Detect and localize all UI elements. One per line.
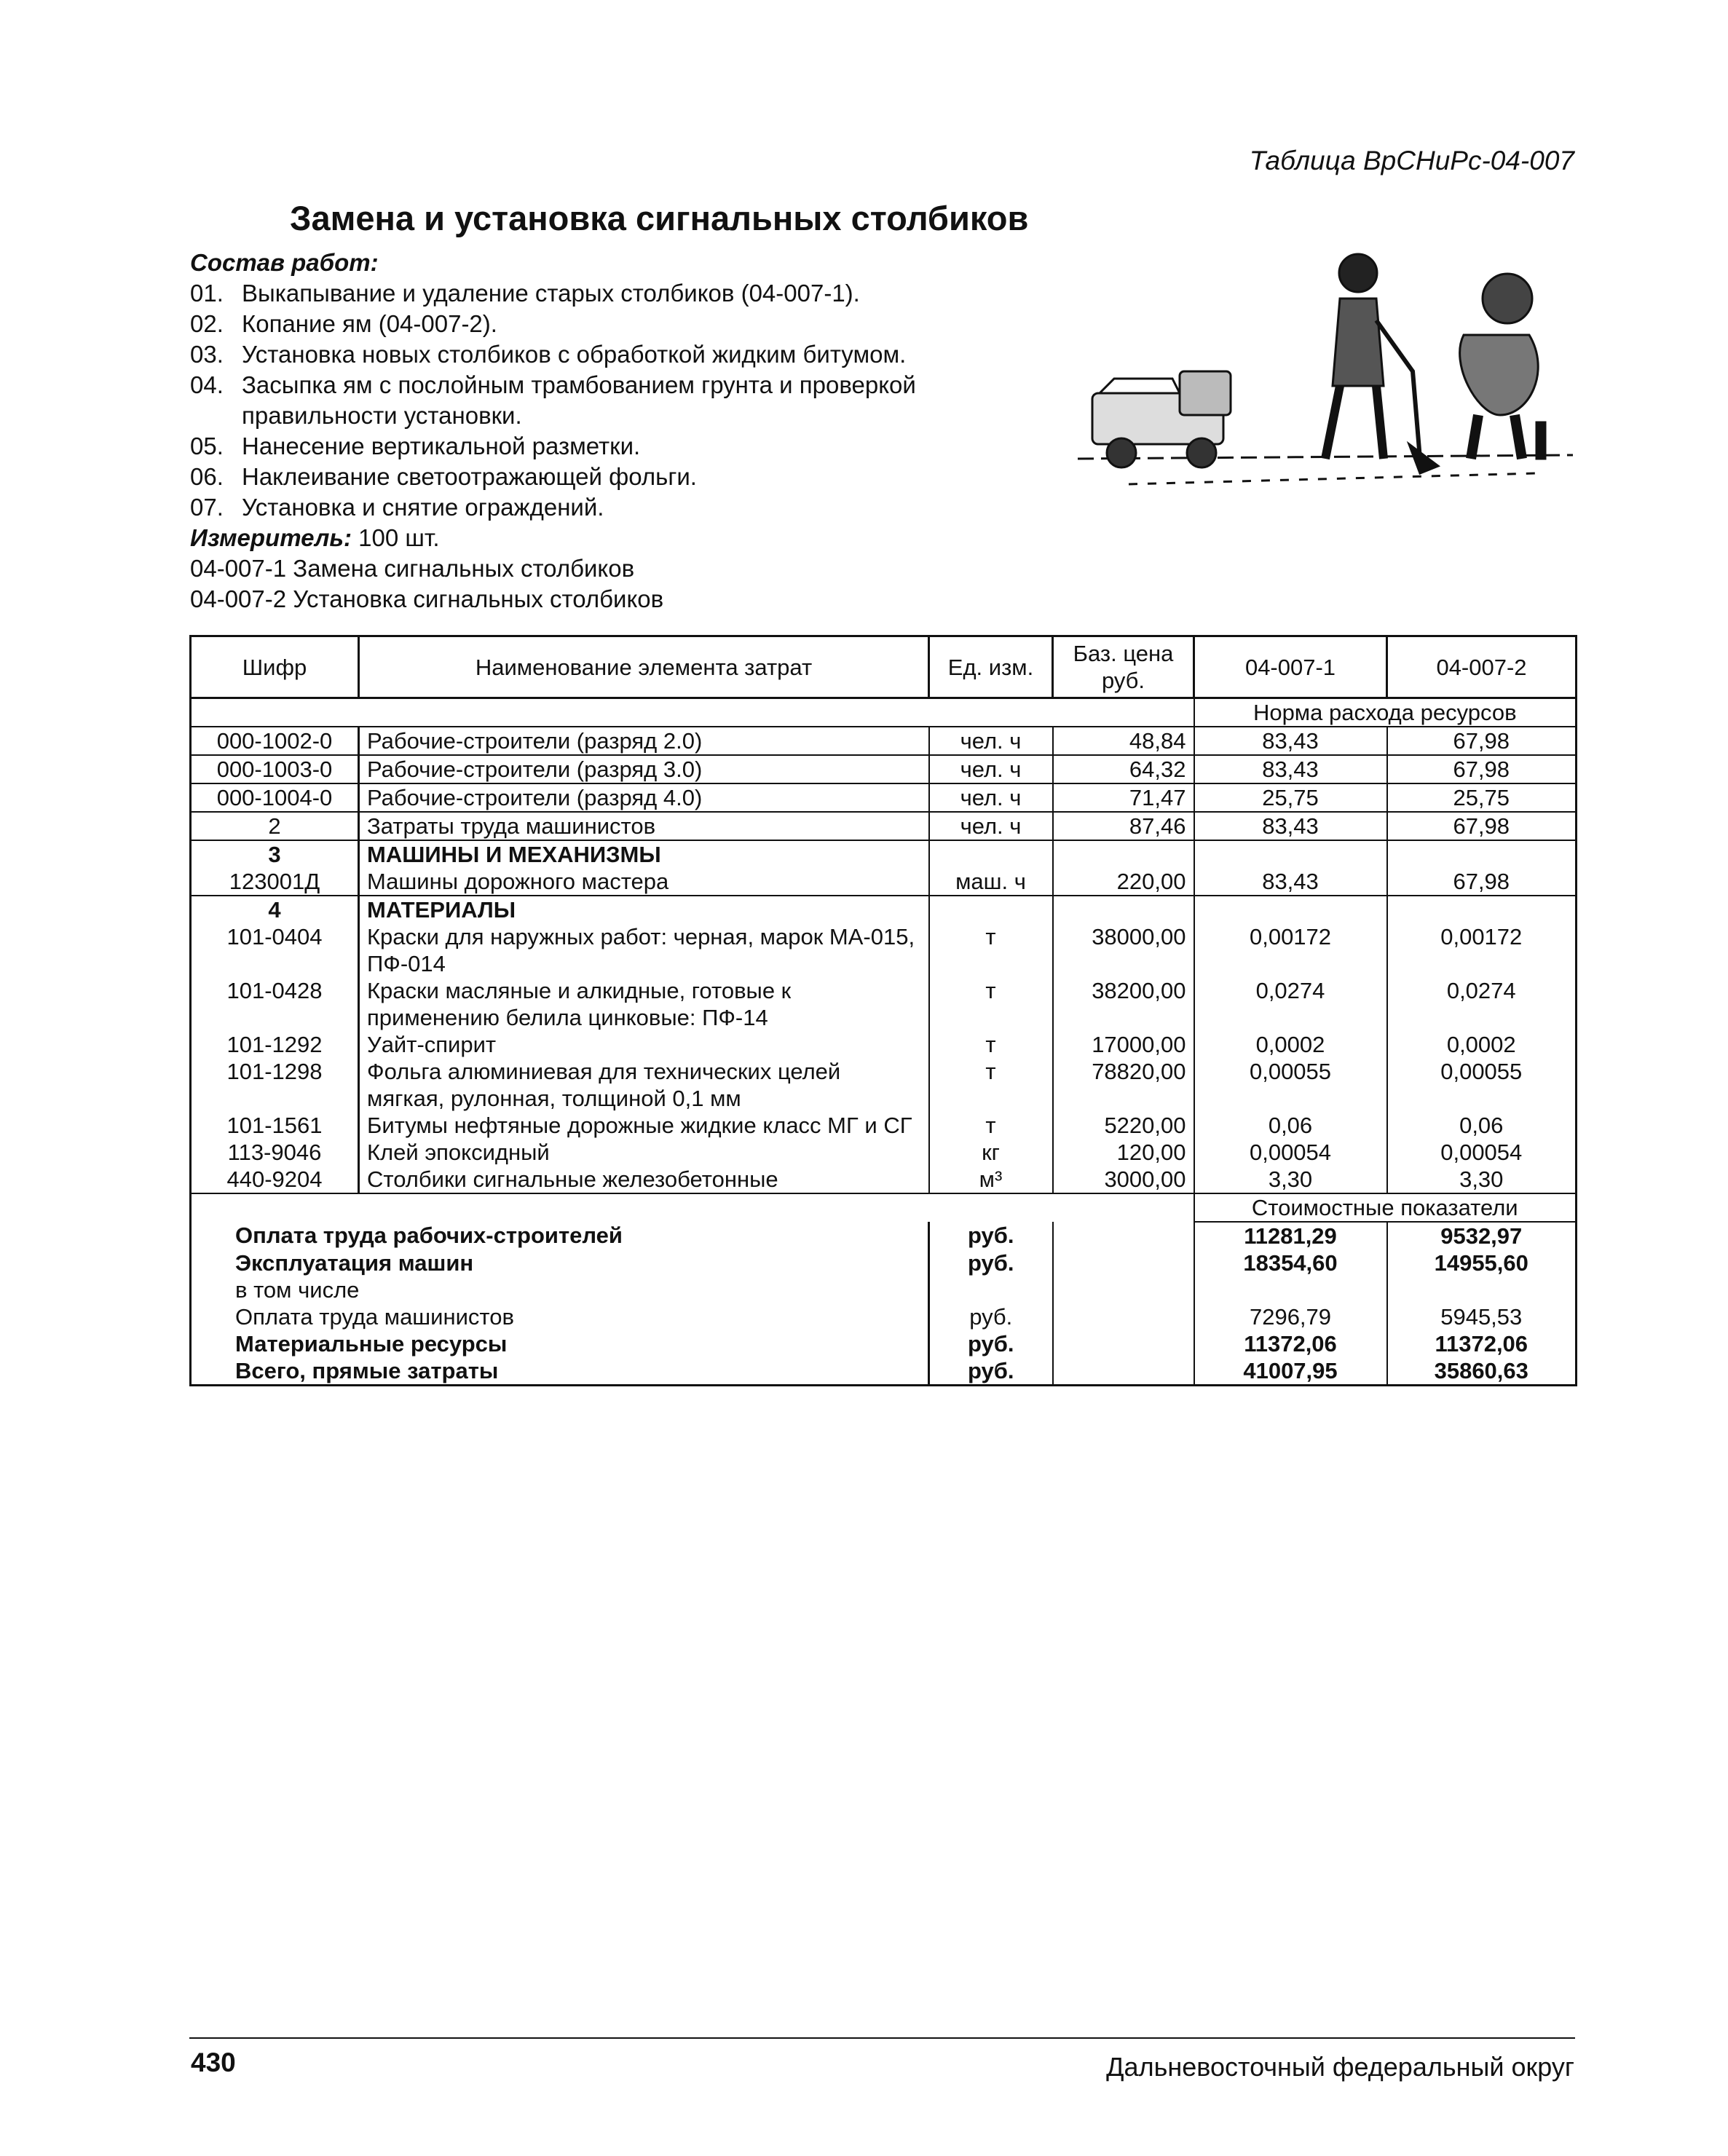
cell-unit: маш. ч — [929, 868, 1053, 896]
cost-value-2: 35860,63 — [1387, 1357, 1577, 1386]
footer-region: Дальневосточный федеральный округ — [1106, 2052, 1574, 2082]
cell-unit: т — [929, 977, 1053, 1031]
work-number: 02. — [190, 310, 224, 337]
work-item — [190, 492, 1035, 523]
cell-code: 101-1292 — [191, 1031, 359, 1058]
cost-price — [1053, 1303, 1194, 1330]
table-row — [191, 896, 1577, 923]
cost-value-2: 9532,97 — [1387, 1222, 1577, 1249]
composition-label: Состав работ: — [190, 249, 379, 276]
cell-value-1: 83,43 — [1194, 727, 1387, 755]
cell-code: 000-1002-0 — [191, 727, 359, 755]
cell-unit: чел. ч — [929, 812, 1053, 840]
cost-unit: руб. — [929, 1249, 1053, 1276]
work-item — [190, 431, 1035, 462]
cost-value-1: 7296,79 — [1194, 1303, 1387, 1330]
cost-price — [1053, 1330, 1194, 1357]
cell-price: 78820,00 — [1053, 1058, 1194, 1112]
cell-unit: т — [929, 1031, 1053, 1058]
cell-unit: м³ — [929, 1166, 1053, 1193]
work-item — [190, 339, 1035, 370]
cost-value-1: 11281,29 — [1194, 1222, 1387, 1249]
cell-unit: т — [929, 1058, 1053, 1112]
table-row — [191, 1330, 1577, 1357]
work-text: Установка новых столбиков с обработкой жидким битумом. — [242, 341, 907, 368]
cell-name: Фольга алюминиевая для технических целей мягкая, рулонная, толщиной 0,1 мм — [359, 1058, 929, 1112]
cell-value-2: 67,98 — [1387, 727, 1577, 755]
cost-price — [1053, 1222, 1194, 1249]
work-text: Выкапывание и удаление старых столбиков (04-007-1). — [242, 280, 860, 307]
cost-value-1 — [1194, 1276, 1387, 1303]
table-row — [191, 1357, 1577, 1386]
table-row — [191, 868, 1577, 896]
cell-name: Затраты труда машинистов — [359, 812, 929, 840]
section-name: МАТЕРИАЛЫ — [359, 896, 929, 923]
cell-value-2: 0,06 — [1387, 1112, 1577, 1139]
cell-value-2: 67,98 — [1387, 812, 1577, 840]
code-line: 04-007-1 Замена сигнальных столбиков — [190, 555, 635, 582]
table-row — [191, 698, 1577, 727]
cell-name: Клей эпоксидный — [359, 1139, 929, 1166]
cell-price: 220,00 — [1053, 868, 1194, 896]
cell-price: 38000,00 — [1053, 923, 1194, 977]
cost-name: в том числе — [191, 1276, 929, 1303]
work-text: Наклеивание светоотражающей фольги. — [242, 463, 697, 490]
cell-value-2 — [1387, 896, 1577, 923]
cost-unit: руб. — [929, 1222, 1053, 1249]
cost-spacer — [191, 1193, 1194, 1222]
cell-code: 123001Д — [191, 868, 359, 896]
table-row — [191, 1249, 1577, 1276]
cell-value-2: 67,98 — [1387, 755, 1577, 783]
cost-name: Оплата труда машинистов — [191, 1303, 929, 1330]
header-name: Наименование элемента затрат — [359, 636, 929, 698]
meter-line — [190, 523, 1035, 553]
cell-unit: чел. ч — [929, 755, 1053, 783]
cost-value-2: 5945,53 — [1387, 1303, 1577, 1330]
work-text: Засыпка ям с послойным трамбованием грунта и проверкой правильности установки. — [242, 371, 916, 429]
workers-illustration — [1070, 240, 1580, 510]
cell-code: 101-1561 — [191, 1112, 359, 1139]
cell-value-1: 0,00055 — [1194, 1058, 1387, 1112]
cell-price: 64,32 — [1053, 755, 1194, 783]
table-row — [191, 783, 1577, 812]
table-row — [191, 977, 1577, 1031]
cell-value-2: 0,00172 — [1387, 923, 1577, 977]
cell-price: 5220,00 — [1053, 1112, 1194, 1139]
cost-name: Эксплуатация машин — [191, 1249, 929, 1276]
table-reference: Таблица ВрСНиРс-04-007 — [1249, 146, 1574, 175]
norm-label: Норма расхода ресурсов — [1194, 698, 1577, 727]
work-number: 03. — [190, 341, 224, 368]
cost-name: Всего, прямые затраты — [191, 1357, 929, 1386]
header-price: Баз. цена руб. — [1053, 636, 1194, 698]
cost-name: Оплата труда рабочих-строителей — [191, 1222, 929, 1249]
table-row — [191, 1276, 1577, 1303]
table-header-row — [191, 636, 1577, 698]
footer-divider — [189, 2037, 1575, 2039]
code-line: 04-007-2 Установка сигнальных столбиков — [190, 585, 664, 612]
cell-name: Уайт-спирит — [359, 1031, 929, 1058]
cell-price: 17000,00 — [1053, 1031, 1194, 1058]
work-number: 05. — [190, 433, 224, 459]
work-item — [190, 278, 1035, 309]
cell-unit: т — [929, 1112, 1053, 1139]
cell-value-2: 3,30 — [1387, 1166, 1577, 1193]
cell-unit: чел. ч — [929, 783, 1053, 812]
work-text: Нанесение вертикальной разметки. — [242, 433, 641, 459]
work-item — [190, 309, 1035, 339]
cell-value-2: 0,0274 — [1387, 977, 1577, 1031]
cell-price: 87,46 — [1053, 812, 1194, 840]
cost-label: Стоимостные показатели — [1194, 1193, 1577, 1222]
cell-name: Столбики сигнальные железобетонные — [359, 1166, 929, 1193]
cost-value-1: 41007,95 — [1194, 1357, 1387, 1386]
cell-value-1: 0,0274 — [1194, 977, 1387, 1031]
table-row — [191, 1112, 1577, 1139]
cell-value-1: 0,0002 — [1194, 1031, 1387, 1058]
resource-table — [189, 635, 1577, 1386]
table-row — [191, 1031, 1577, 1058]
page-number: 430 — [191, 2048, 236, 2077]
cost-value-2: 11372,06 — [1387, 1330, 1577, 1357]
cell-unit: кг — [929, 1139, 1053, 1166]
cell-value-2: 67,98 — [1387, 868, 1577, 896]
cost-unit — [929, 1276, 1053, 1303]
cell-name: Рабочие-строители (разряд 3.0) — [359, 755, 929, 783]
meter-value: 100 шт. — [358, 524, 440, 551]
cell-value-1: 83,43 — [1194, 755, 1387, 783]
work-item — [190, 462, 1035, 492]
page-title: Замена и установка сигнальных столбиков — [290, 199, 1029, 237]
work-list — [190, 278, 1035, 523]
cell-name: Краски масляные и алкидные, готовые к применению белила цинковые: ПФ-14 — [359, 977, 929, 1031]
cell-value-1 — [1194, 840, 1387, 868]
cell-name: Битумы нефтяные дорожные жидкие класс МГ и СГ — [359, 1112, 929, 1139]
norm-spacer — [191, 698, 1194, 727]
cell-unit: т — [929, 923, 1053, 977]
cell-value-2 — [1387, 840, 1577, 868]
cell-price: 120,00 — [1053, 1139, 1194, 1166]
cell-unit: чел. ч — [929, 727, 1053, 755]
table-row — [191, 1139, 1577, 1166]
cell-code: 000-1004-0 — [191, 783, 359, 812]
cell-name: Рабочие-строители (разряд 4.0) — [359, 783, 929, 812]
cell-value-2: 0,00055 — [1387, 1058, 1577, 1112]
section-code: 4 — [191, 896, 359, 923]
section-code: 3 — [191, 840, 359, 868]
cost-value-1: 18354,60 — [1194, 1249, 1387, 1276]
cell-code: 101-1298 — [191, 1058, 359, 1112]
header-code: Шифр — [191, 636, 359, 698]
table-row — [191, 1166, 1577, 1193]
work-text: Установка и снятие ограждений. — [242, 494, 604, 521]
cost-name: Материальные ресурсы — [191, 1330, 929, 1357]
cell-price: 48,84 — [1053, 727, 1194, 755]
cost-price — [1053, 1357, 1194, 1386]
header-unit: Ед. изм. — [929, 636, 1053, 698]
cell-value-1 — [1194, 896, 1387, 923]
table-row — [191, 812, 1577, 840]
work-number: 06. — [190, 463, 224, 490]
cell-value-1: 0,00172 — [1194, 923, 1387, 977]
cell-value-1: 83,43 — [1194, 868, 1387, 896]
cell-value-1: 0,00054 — [1194, 1139, 1387, 1166]
cost-unit: руб. — [929, 1330, 1053, 1357]
cost-value-1: 11372,06 — [1194, 1330, 1387, 1357]
table-row — [191, 1222, 1577, 1249]
cell-price: 71,47 — [1053, 783, 1194, 812]
cell-code: 113-9046 — [191, 1139, 359, 1166]
cost-price — [1053, 1276, 1194, 1303]
cell-price — [1053, 840, 1194, 868]
cell-code: 101-0428 — [191, 977, 359, 1031]
cost-unit: руб. — [929, 1303, 1053, 1330]
cost-value-2 — [1387, 1276, 1577, 1303]
cell-value-1: 83,43 — [1194, 812, 1387, 840]
table-row — [191, 1193, 1577, 1222]
cost-unit: руб. — [929, 1357, 1053, 1386]
cell-value-1: 0,06 — [1194, 1112, 1387, 1139]
work-item — [190, 370, 1035, 431]
header-col1: 04-007-1 — [1194, 636, 1387, 698]
cell-name: Машины дорожного мастера — [359, 868, 929, 896]
table-row — [191, 840, 1577, 868]
cell-name: Рабочие-строители (разряд 2.0) — [359, 727, 929, 755]
cell-price — [1053, 896, 1194, 923]
cell-value-2: 0,00054 — [1387, 1139, 1577, 1166]
cell-price: 38200,00 — [1053, 977, 1194, 1031]
cost-value-2: 14955,60 — [1387, 1249, 1577, 1276]
table-row — [191, 727, 1577, 755]
meter-label: Измеритель: — [190, 524, 352, 551]
work-number: 07. — [190, 494, 224, 521]
cell-value-1: 3,30 — [1194, 1166, 1387, 1193]
table-row — [191, 1303, 1577, 1330]
cell-value-2: 0,0002 — [1387, 1031, 1577, 1058]
work-number: 01. — [190, 280, 224, 307]
work-number: 04. — [190, 371, 224, 398]
cell-code: 2 — [191, 812, 359, 840]
header-col2: 04-007-2 — [1387, 636, 1577, 698]
table-row — [191, 1058, 1577, 1112]
cell-code: 101-0404 — [191, 923, 359, 977]
table-row — [191, 755, 1577, 783]
cell-price: 3000,00 — [1053, 1166, 1194, 1193]
cell-unit — [929, 840, 1053, 868]
cell-name: Краски для наружных работ: черная, марок МА-015, ПФ-014 — [359, 923, 929, 977]
cell-code: 000-1003-0 — [191, 755, 359, 783]
work-text: Копание ям (04-007-2). — [242, 310, 497, 337]
cost-price — [1053, 1249, 1194, 1276]
cell-unit — [929, 896, 1053, 923]
cell-value-1: 25,75 — [1194, 783, 1387, 812]
work-composition — [190, 248, 1035, 615]
table-row — [191, 923, 1577, 977]
section-name: МАШИНЫ И МЕХАНИЗМЫ — [359, 840, 929, 868]
cell-code: 440-9204 — [191, 1166, 359, 1193]
table-body — [191, 698, 1577, 1386]
cell-value-2: 25,75 — [1387, 783, 1577, 812]
